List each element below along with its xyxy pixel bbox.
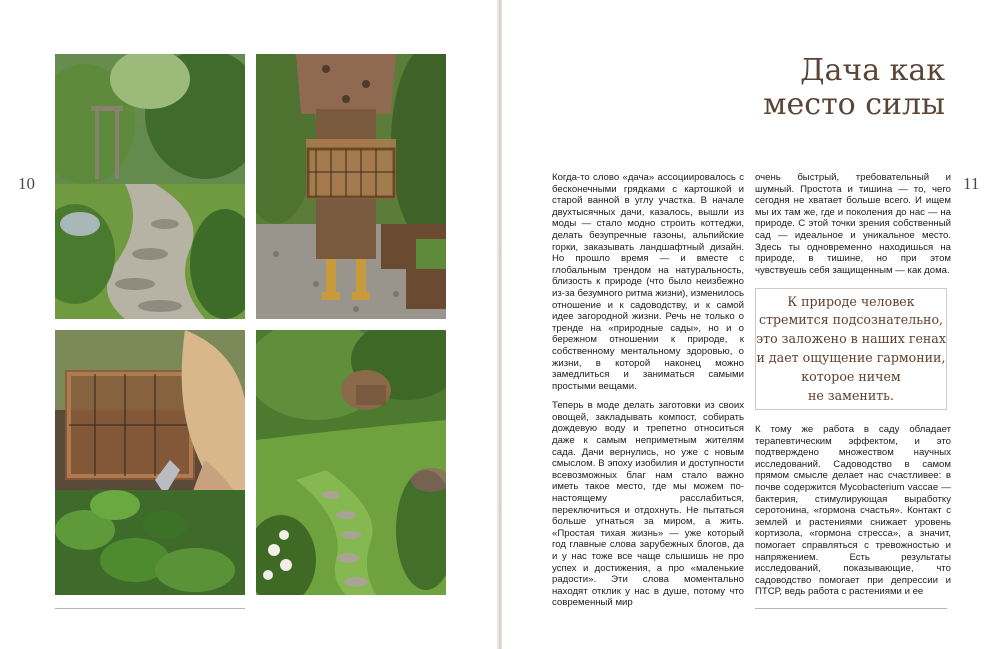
pull-quote-line-5: которое ничем	[801, 368, 901, 384]
garden-path-photo	[55, 54, 245, 319]
footer-rule-right	[755, 608, 947, 609]
footer-rule-left	[55, 608, 245, 609]
pull-quote-line-3: это заложено в наших генах	[756, 331, 946, 347]
pull-quote-line-2: стремится подсознательно,	[758, 312, 944, 328]
basket-carrying-photo	[256, 54, 446, 319]
paragraph-2: Теперь в моде делать заготовки из своих овощей, закладывать компост, собирать дождевую воду и трепетно относиться даже к самым неприметным жителям сада. Дачи вернулись, но уже с новым смыслом. В эпоху изобилия и доступности всевозможных благ нам стало важно иметь такое место, где мы можем по-настоящему расслабиться, переключиться и отдохнуть. Не пытаться больше угнаться за миром, а жить. «Простая тихая жизнь» — уже который год главные слова зарубежных блогов, да и у нас тоже все чаще слышишь не про успех и достижения, а про «маленькие радости». Эти слова моментально находят отклик у нас в душе, потому что современный мир	[552, 400, 744, 609]
text-column-2-top	[755, 172, 951, 284]
page-number-right: 11	[963, 174, 980, 193]
article-title	[685, 54, 945, 122]
page-number-left: 10	[18, 174, 35, 193]
pull-quote-line-6: не заменить.	[807, 387, 895, 403]
text-column-2-bottom	[755, 424, 951, 606]
title-line-1: Дача как	[800, 53, 945, 88]
pull-quote-text	[756, 293, 946, 406]
strawberry-planting-photo	[55, 330, 245, 595]
pull-quote	[755, 288, 947, 410]
pull-quote-line-4: и дает ощущение гармонии,	[756, 350, 946, 365]
title-line-2: место силы	[763, 87, 945, 122]
paragraph-1: Когда-то слово «дача» ассоциировалось с бесконечными грядками с картошкой и старой ванной в углу участка. В начале двухтысячных дачи, казалось, вышли из моды — стало модно строить коттеджи, делать безупречные газоны, альпийские горки, заказывать ландшафтный дизайн. Но прошло время — и вместе с глобальным трендом на натуральность, близость к природе (что было неизбежно из-за безумного ритма жизни), изменилось отношение и к садоводству, и к самой идее загородной жизни. Речь не только о тренде на «природные сады», но и о бережном отношении к природе, к собственному ментальному здоровью, о жизни, в которой наконец можно замедлиться и заниматься самыми простыми вещами.	[552, 172, 744, 392]
left-page	[0, 0, 498, 649]
paragraph-3: очень быстрый, требовательный и шумный. Простота и тишина — то, чего сегодня не хватает больше всего. И ищем мы их там же, где и поколения до нас — на природе. С этой точки зрения собственный сад — идеальное и уникальное место. Здесь ты одновременно находишься на природе, в тишине, но при этом чувствуешь себя защищенным — как дома.	[755, 172, 951, 276]
right-page	[502, 0, 1000, 649]
pull-quote-line-1: К природе человек	[787, 293, 915, 309]
stepping-stone-path-photo	[256, 330, 446, 595]
text-column-1	[552, 172, 744, 617]
paragraph-4: К тому же работа в саду обладает терапевтическим эффектом, и это подтверждено множеством научных исследований. Садоводство в самом прямом смысле делает нас счастливее: в почве содержится Mycobacterium vaccae — бактерия, стимулирующая выработку серотонина, «гормона счастья». Контакт с землей и растениями снижает уровень кортизола, «гормона стресса», а значит, помогает справляться с тревожностью и напряжением. Есть результаты исследований, показывающие, что садоводство помогает при депрессии и ПТСР, ведь работа с растениями и ее	[755, 424, 951, 598]
